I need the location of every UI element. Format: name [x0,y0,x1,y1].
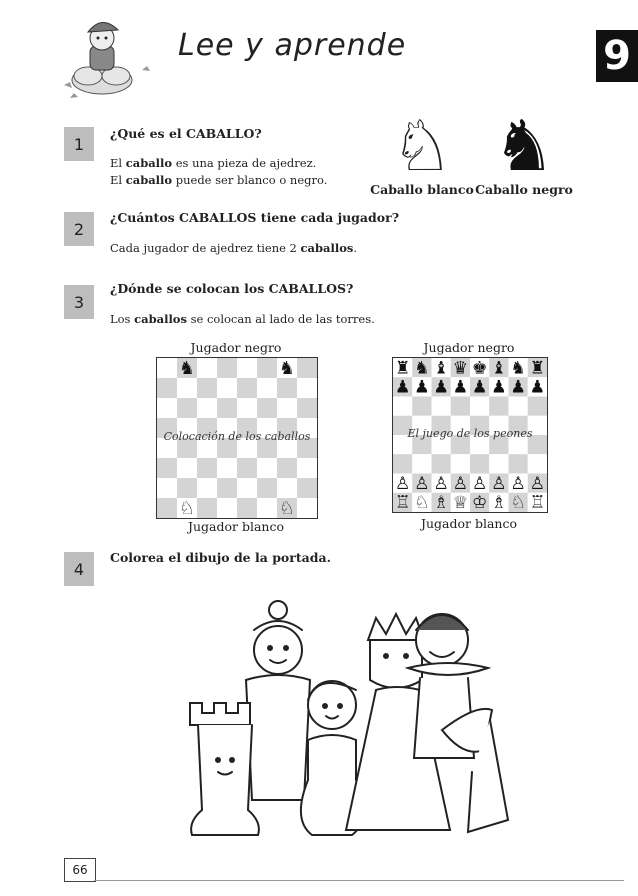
board-square [432,397,451,416]
footer-rule [94,880,624,881]
board-2-bottom-label: Jugador blanco [420,516,518,531]
chess-piece-icon: ♞ [278,358,296,379]
text-run: Los [110,312,135,326]
chess-piece-icon: ♚ [471,358,488,379]
board-square [177,398,197,418]
black-knight-icon: ♞ [492,105,556,187]
text-run: se colocan al lado de las torres. [186,312,375,326]
chess-piece-icon: ♔ [471,493,488,512]
chess-piece-icon: ♙ [433,473,449,494]
chess-piece-icon: ♟ [394,377,411,398]
header-cartoon-illustration [50,10,170,100]
chess-piece-icon: ♜ [529,358,546,379]
board-square [217,398,237,418]
chess-piece-icon: ♘ [510,493,526,512]
section-text-3 [110,311,410,328]
chess-piece-icon: ♟ [471,377,488,398]
board-2-top-label: Jugador negro [423,340,515,355]
chess-piece-icon: ♖ [529,493,546,512]
board-square [217,498,237,518]
board-square [197,478,217,498]
page-number: 66 [64,858,96,882]
board-square [237,478,257,498]
bold-term: caballos [134,312,187,326]
board-square [297,498,317,518]
chessboard-knights-placement [156,357,318,519]
section-number-2: 2 [64,212,94,246]
chess-piece-icon: ♗ [433,493,449,512]
section-question-1: ¿Qué es el CABALLO? [110,126,262,141]
board-square [177,478,197,498]
board-square [412,397,431,416]
chess-piece-icon: ♟ [510,377,526,398]
board-square [237,378,257,398]
board-square [157,498,177,518]
board-square [197,458,217,478]
board-square [489,397,508,416]
board-square [197,498,217,518]
text-run: Cada jugador de ajedrez tiene 2 [110,241,301,255]
board-square [277,458,297,478]
white-knight-icon: ♘ [390,105,454,187]
board-square [177,378,197,398]
board-square [393,397,412,416]
board-square [470,454,489,473]
board-overlay-text: El juego de los peones [407,427,533,440]
text-run: puede ser blanco o negro. [172,173,328,187]
board-square [177,458,197,478]
section-text-2 [110,240,410,257]
board-square [257,458,277,478]
bold-term: caballo [125,173,173,187]
white-knight-caption: Caballo blanco [370,182,474,197]
section-question-3: ¿Dónde se colocan los CABALLOS? [110,281,354,296]
section-text-1 [110,155,360,189]
board-1-top-label: Jugador negro [190,340,282,355]
board-square [217,478,237,498]
chess-characters-coloring-illustration [180,600,520,850]
chess-piece-icon: ♟ [414,377,430,398]
board-square [157,398,177,418]
board-square [297,398,317,418]
section-question-4: Colorea el dibujo de la portada. [110,550,331,565]
chess-piece-icon: ♟ [529,377,546,398]
board-square [451,397,470,416]
board-square [237,358,257,378]
chess-piece-icon: ♙ [510,473,526,494]
board-square [470,397,489,416]
section-number-4: 4 [64,552,94,586]
chess-piece-icon: ♘ [414,493,430,512]
board-square [509,454,528,473]
text-run: . [353,241,358,255]
board-square [393,454,412,473]
chess-piece-icon: ♙ [452,473,469,494]
chess-piece-icon: ♟ [452,377,469,398]
board-1-bottom-label: Jugador blanco [187,519,285,534]
board-square [157,378,177,398]
board-square [451,454,470,473]
board-square [217,358,237,378]
chess-piece-icon: ♝ [491,358,507,379]
board-square [528,397,547,416]
black-knight-caption: Caballo negro [475,182,573,197]
board-square [277,478,297,498]
board-square [489,454,508,473]
text-line [110,155,360,172]
board-square [217,378,237,398]
board-square [432,454,451,473]
page-title: Lee y aprende [178,28,407,63]
bold-term: caballo [125,156,173,170]
chessboard-initial-position [392,357,548,513]
board-square [257,478,277,498]
text-run: es una pieza de ajedrez. [172,156,317,170]
section-number-1: 1 [64,127,94,161]
chess-piece-icon: ♙ [394,473,411,494]
bold-term: caballos [300,241,354,255]
chess-piece-icon: ♙ [529,473,546,494]
board-square [277,398,297,418]
board-square [217,458,237,478]
chess-piece-icon: ♕ [452,493,469,512]
board-square [528,454,547,473]
board-square [237,398,257,418]
chess-piece-icon: ♘ [178,498,196,518]
board-square [197,398,217,418]
board-square [297,378,317,398]
chess-piece-icon: ♙ [491,473,507,494]
chess-piece-icon: ♛ [452,358,469,379]
chess-piece-icon: ♖ [394,493,411,512]
section-question-2: ¿Cuántos CABALLOS tiene cada jugador? [110,210,400,225]
section-number-3: 3 [64,285,94,319]
board-overlay-text: Colocación de los caballos [163,430,311,443]
board-square [157,478,177,498]
chess-piece-icon: ♙ [471,473,488,494]
board-square [412,454,431,473]
board-square [509,397,528,416]
board-square [257,358,277,378]
board-square [257,498,277,518]
board-square [297,458,317,478]
chess-piece-icon: ♞ [510,358,526,379]
chess-piece-icon: ♞ [178,358,196,379]
board-square [157,458,177,478]
board-square [237,458,257,478]
text-line [110,311,410,328]
board-square [257,398,277,418]
chess-piece-icon: ♙ [414,473,430,494]
board-square [277,378,297,398]
board-square [297,478,317,498]
board-square [237,498,257,518]
text-line [110,240,410,257]
chess-piece-icon: ♞ [414,358,430,379]
text-line [110,172,360,189]
board-square [157,358,177,378]
board-square [297,358,317,378]
text-run: El [110,156,126,170]
board-square [197,358,217,378]
chess-piece-icon: ♗ [491,493,507,512]
board-square [257,378,277,398]
chess-piece-icon: ♟ [491,377,507,398]
chess-piece-icon: ♝ [433,358,449,379]
chess-piece-icon: ♜ [394,358,411,379]
board-square [197,378,217,398]
chapter-number-tab: 9 [596,30,638,82]
text-run: El [110,173,126,187]
chess-piece-icon: ♘ [278,498,296,518]
chess-piece-icon: ♟ [433,377,449,398]
